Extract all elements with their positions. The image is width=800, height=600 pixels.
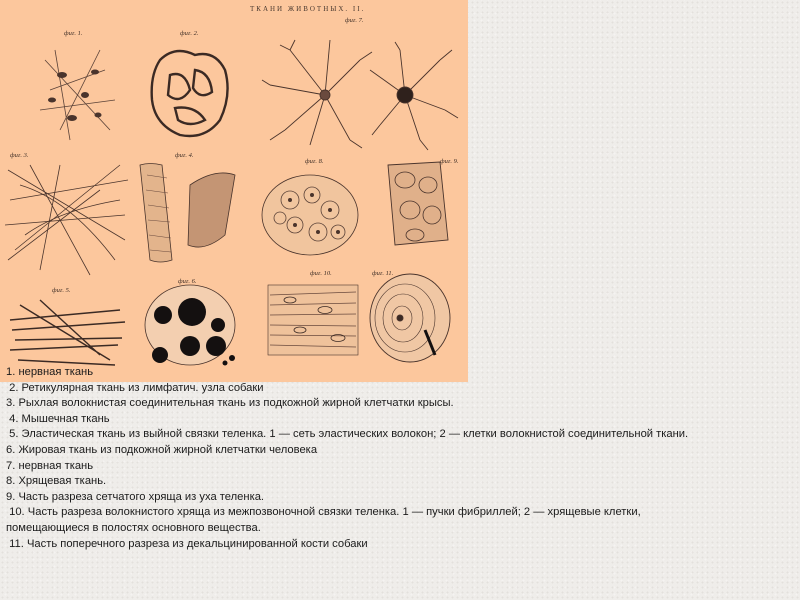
- figure-label: фиг. 9.: [440, 158, 459, 165]
- figure-7-nerve-cells: [262, 40, 458, 150]
- histology-plate: [0, 0, 468, 382]
- figure-11-bone-section: [370, 274, 450, 362]
- figure-2-reticular-tissue: [152, 51, 228, 136]
- figure-9-elastic-cartilage: [388, 162, 448, 245]
- caption-line: 8. Хрящевая ткань.: [6, 475, 107, 488]
- caption-line: 4. Мышечная ткань: [6, 412, 110, 425]
- caption-line: 9. Часть разреза сетчатого хряща из уха теленка.: [6, 490, 265, 503]
- plate-illustration: [0, 0, 468, 382]
- figure-label: фиг. 1.: [64, 30, 83, 37]
- caption-line: 2. Ретикулярная ткань из лимфатич. узла собаки: [6, 381, 264, 394]
- figure-label: фиг. 2.: [180, 30, 199, 37]
- figure-label: фиг. 11.: [372, 270, 394, 277]
- figure-label: фиг. 3.: [10, 152, 29, 159]
- figure-6-adipose-tissue: [145, 285, 235, 366]
- figure-10-fibrous-cartilage: [268, 285, 358, 355]
- caption-line: 11. Часть поперечного разреза из декальцинированной кости собаки: [6, 537, 368, 550]
- figure-3-loose-connective-tissue: [5, 165, 128, 275]
- caption-line: 1. нервная ткань: [6, 366, 94, 378]
- figure-5-elastic-tissue: [10, 300, 125, 365]
- caption-line: 5. Эластическая ткань из выйной связки теленка. 1 — сеть эластических волокон; 2 — клетки волокнистой соединительной ткани.: [6, 428, 689, 441]
- figure-label: фиг. 5.: [52, 287, 71, 294]
- caption-line: 10. Часть разреза волокнистого хряща из межпозвоночной связки теленка. 1 — пучки фибриллей; 2 — хрящевые клетки, помещающиеся в полостях основного вещества.: [6, 506, 644, 534]
- plate-header: ТКАНИ ЖИВОТНЫХ. II.: [250, 5, 366, 13]
- figure-8-cartilage-tissue: [262, 175, 358, 255]
- caption-line: 6. Жировая ткань из подкожной жирной клетчатки человека: [6, 443, 318, 456]
- figure-1-nerve-tissue: [40, 50, 115, 140]
- figure-label: фиг. 4.: [175, 152, 194, 159]
- figure-label: фиг. 6.: [178, 278, 197, 285]
- figure-4-muscle-tissue: [140, 164, 235, 263]
- figure-label: фиг. 10.: [310, 270, 332, 277]
- figure-caption: [6, 365, 726, 552]
- figure-label: фиг. 7.: [345, 17, 364, 24]
- caption-line: 7. нервная ткань: [6, 459, 94, 472]
- caption-line: 3. Рыхлая волокнистая соединительная ткань из подкожной жирной клетчатки крысы.: [6, 397, 454, 410]
- figure-label: фиг. 8.: [305, 158, 324, 165]
